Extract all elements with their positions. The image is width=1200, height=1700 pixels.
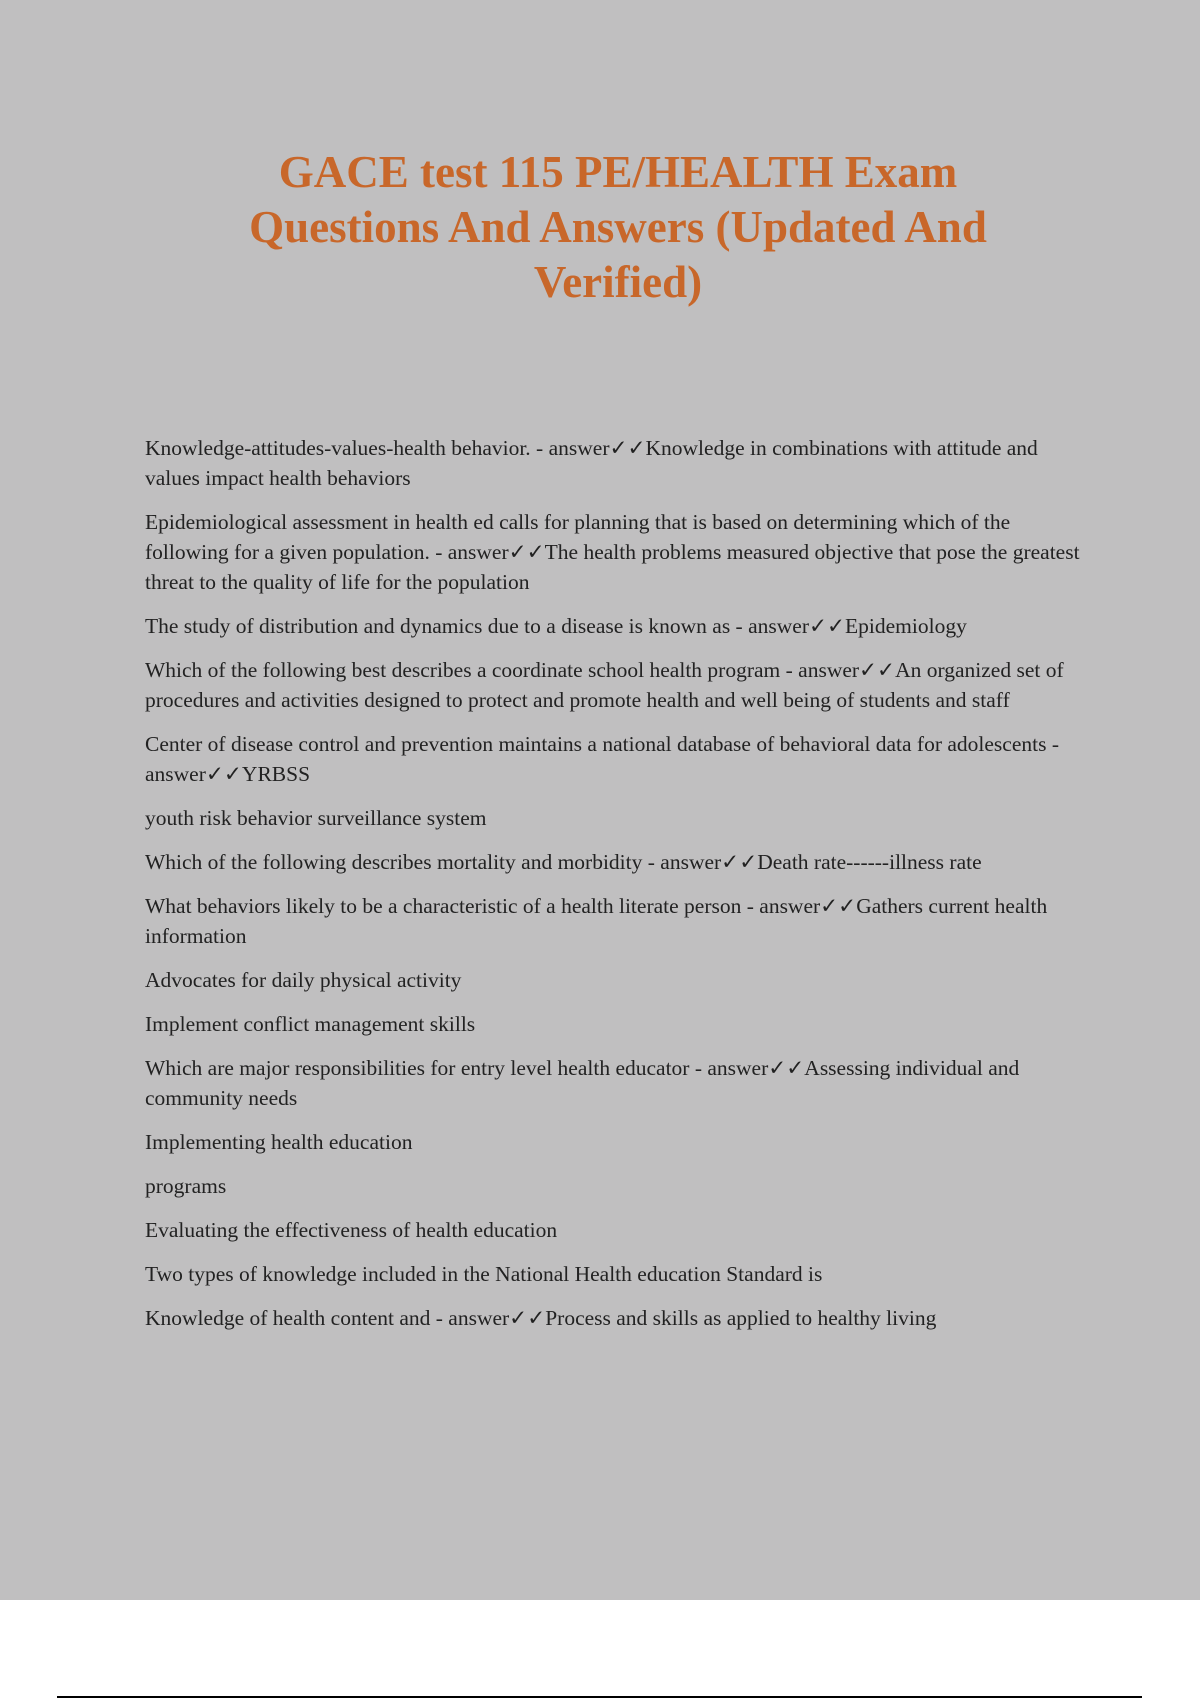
qa-paragraph: Which of the following describes mortality and morbidity - answer✓✓Death rate------illness rate	[145, 850, 982, 874]
qa-paragraph: Advocates for daily physical activity	[145, 968, 462, 992]
document-title: GACE test 115 PE/HEALTH Exam Questions And Answers (Updated And Verified)	[249, 147, 987, 307]
footer-divider	[57, 1696, 1142, 1698]
qa-paragraph: Which of the following best describes a coordinate school health program - answer✓✓An organized set of procedures and activities designed to protect and promote health and well being of students and staff	[145, 658, 1064, 712]
qa-paragraph: Knowledge-attitudes-values-health behavior. - answer✓✓Knowledge in combinations with attitude and values impact health behaviors	[145, 436, 1038, 490]
qa-paragraph: Epidemiological assessment in health ed calls for planning that is based on determining which of the following for a given population. - answer✓✓The health problems measured objective that pose the greatest threat to the quality of life for the population	[145, 510, 1080, 594]
qa-paragraph: What behaviors likely to be a characteristic of a health literate person - answer✓✓Gathers current health information	[145, 894, 1048, 948]
qa-paragraph: Evaluating the effectiveness of health education	[145, 1218, 558, 1242]
qa-paragraph: Implementing health education	[145, 1130, 413, 1154]
qa-paragraph: youth risk behavior surveillance system	[145, 806, 487, 830]
qa-content	[145, 433, 1095, 1347]
qa-paragraph: Knowledge of health content and - answer✓✓Process and skills as applied to healthy living	[145, 1306, 937, 1330]
qa-paragraph: Which are major responsibilities for entry level health educator - answer✓✓Assessing individual and community needs	[145, 1056, 1020, 1110]
qa-paragraph: Center of disease control and prevention maintains a national database of behavioral data for adolescents - answer✓✓YRBSS	[145, 732, 1060, 786]
qa-paragraph: The study of distribution and dynamics due to a disease is known as - answer✓✓Epidemiology	[145, 614, 967, 638]
qa-paragraph: programs	[145, 1174, 227, 1198]
qa-paragraph: Two types of knowledge included in the National Health education Standard is	[145, 1262, 823, 1286]
qa-paragraph: Implement conflict management skills	[145, 1012, 476, 1036]
